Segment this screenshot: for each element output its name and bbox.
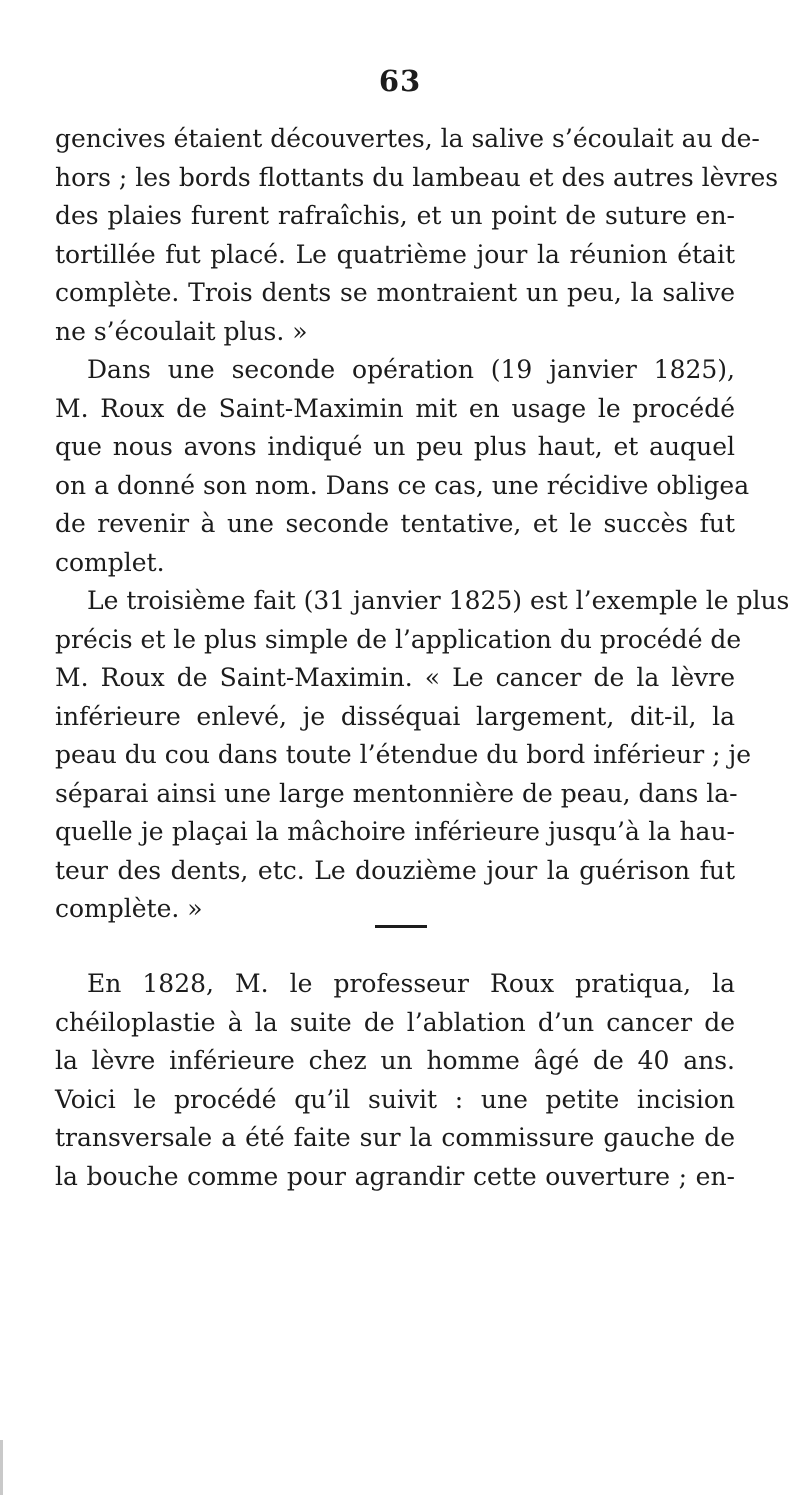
text-line: de revenir à une seconde tentative, et le succès fut bbox=[55, 509, 735, 538]
text-line: inférieure enlevé, je disséquai largement, dit-il, la bbox=[55, 701, 735, 731]
text-line: Voici le procédé qu’il suivit : une petite incision bbox=[55, 1084, 735, 1114]
text-line: complet. bbox=[55, 547, 165, 577]
section-separator bbox=[375, 925, 427, 928]
text-line: la lèvre inférieure chez un homme âgé de 40 ans. bbox=[55, 1046, 735, 1075]
text-line: séparai ainsi une large mentonnière de peau, dans la- bbox=[55, 778, 738, 808]
text-line: complète. » bbox=[55, 894, 203, 923]
page-edge-mark bbox=[0, 1440, 3, 1495]
text-line: peau du cou dans toute l’étendue du bord inférieur ; je bbox=[55, 740, 752, 769]
text-block-upper bbox=[55, 120, 790, 929]
text-line: M. Roux de Saint-Maximin mit en usage le procédé bbox=[55, 393, 735, 423]
text-line: gencives étaient découvertes, la salive s’écoulait au de- bbox=[55, 124, 760, 153]
text-line: Le troisième fait (31 janvier 1825) est l’exemple le plus bbox=[87, 586, 790, 615]
text-line: En 1828, M. le professeur Roux pratiqua, la bbox=[87, 969, 735, 998]
text-line: des plaies furent rafraîchis, et un point de suture en- bbox=[55, 201, 735, 230]
text-line: M. Roux de Saint-Maximin. « Le cancer de la lèvre bbox=[55, 663, 735, 692]
text-line: complète. Trois dents se montraient un peu, la salive bbox=[55, 278, 735, 307]
text-line: hors ; les bords flottants du lambeau et des autres lèvres bbox=[55, 162, 779, 192]
text-line: chéiloplastie à la suite de l’ablation d’un cancer de bbox=[55, 1007, 735, 1037]
text-line: ne s’écoulait plus. » bbox=[55, 316, 308, 346]
text-line: précis et le plus simple de l’application du procédé de bbox=[55, 624, 742, 654]
text-line: tortillée fut placé. Le quatrième jour la réunion était bbox=[55, 239, 735, 269]
text-line: la bouche comme pour agrandir cette ouverture ; en- bbox=[55, 1161, 735, 1191]
text-line: que nous avons indiqué un peu plus haut, et auquel bbox=[55, 432, 735, 461]
text-line: teur des dents, etc. Le douzième jour la guérison fut bbox=[55, 855, 735, 885]
text-line: quelle je plaçai la mâchoire inférieure jusqu’à la hau- bbox=[55, 817, 735, 846]
text-block-lower bbox=[55, 965, 735, 1196]
page-number: 63 bbox=[378, 64, 422, 98]
text-line: on a donné son nom. Dans ce cas, une récidive obligea bbox=[55, 470, 750, 500]
text-line: Dans une seconde opération (19 janvier 1825), bbox=[87, 355, 735, 384]
text-line: transversale a été faite sur la commissure gauche de bbox=[55, 1123, 735, 1152]
